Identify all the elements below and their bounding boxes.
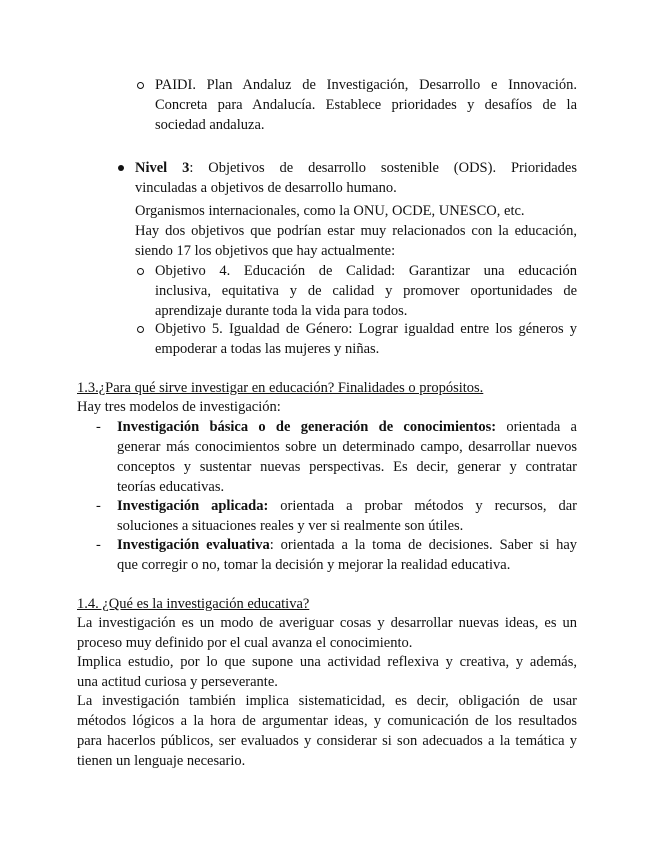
item1-bold: Investigación básica o de generación de conocimientos: <box>117 419 497 435</box>
item1-line-2: generar más conocimientos sobre un determinado campo, desarrollar nuevos <box>117 439 577 455</box>
p3-line-4: tienen un lenguaje necesario. <box>77 753 246 769</box>
item3-bold: Investigación evaluativa <box>117 537 270 553</box>
hay-dos-line-2: siendo 17 los objetivos que hay actualmente: <box>135 243 396 259</box>
item2-rest: orientada a probar métodos y recursos, dar <box>268 498 578 514</box>
obj4-line-1: Objetivo 4. Educación de Calidad: Garantizar una educación <box>155 263 577 279</box>
circle-bullet-icon <box>137 268 144 275</box>
paidi-line-1: PAIDI. Plan Andaluz de Investigación, Desarrollo e Innovación. <box>155 77 577 93</box>
p1-line-2: proceso muy definido por el cual avanza el conocimiento. <box>77 635 413 651</box>
p2-line-1: Implica estudio, por lo que supone una actividad reflexiva y creativa, y además, <box>77 654 577 670</box>
dash-bullet-icon: - <box>96 498 101 514</box>
obj4-line-3: aprendizaje durante toda la vida para todos. <box>155 303 408 319</box>
paidi-line-2: Concreta para Andalucía. Establece prioridades y desafíos de la <box>155 97 577 113</box>
p3-line-1: La investigación también implica sistematicidad, es decir, obligación de usar <box>77 693 577 709</box>
nivel3-line-2: vinculadas a objetivos de desarrollo humano. <box>135 180 397 196</box>
obj5-line-1: Objetivo 5. Igualdad de Género: Lograr igualdad entre los géneros y <box>155 321 577 337</box>
organismos-line: Organismos internacionales, como la ONU, OCDE, UNESCO, etc. <box>135 203 525 219</box>
disc-bullet-icon <box>118 165 124 171</box>
obj4-line-2: inclusiva, equitativa y de calidad y promover oportunidades de <box>155 283 577 299</box>
item1-line-3: conceptos y sustentar nuevas perspectivas. Es decir, generar y contratar <box>117 459 577 475</box>
p3-line-3: para hacerlos públicos, ser evaluados y considerar si son adecuados a la temática y <box>77 733 577 749</box>
item1-rest: orientada a <box>496 419 577 435</box>
circle-bullet-icon <box>137 326 144 333</box>
nivel3-text: : Objetivos de desarrollo sostenible (ODS). Prioridades <box>189 160 577 176</box>
hay-dos-line-1: Hay dos objetivos que podrían estar muy relacionados con la educación, <box>135 223 577 239</box>
section-1-3-heading: 1.3.¿Para qué sirve investigar en educación? Finalidades o propósitos. <box>77 380 484 396</box>
section-1-4-heading: 1.4. ¿Qué es la investigación educativa? <box>77 596 310 612</box>
item1-line-1 <box>117 417 577 437</box>
item3-line-2: que corregir o no, tomar la decisión y mejorar la realidad educativa. <box>117 557 511 573</box>
item3-rest: : orientada a la toma de decisiones. Saber si hay <box>269 537 578 553</box>
dash-bullet-icon: - <box>96 537 101 553</box>
dash-bullet-icon: - <box>96 419 101 435</box>
nivel3-line-1 <box>135 158 577 178</box>
p2-line-2: una actitud curiosa y perseverante. <box>77 674 278 690</box>
paidi-line-3: sociedad andaluza. <box>155 117 265 133</box>
p3-line-2: métodos lógicos a la hora de argumentar ideas, y comunicación de los resultados <box>77 713 577 729</box>
item2-line-1 <box>117 496 577 516</box>
item3-line-1 <box>117 535 577 555</box>
obj5-line-2: empoderar a todas las mujeres y niñas. <box>155 341 380 357</box>
nivel3-label: Nivel 3 <box>135 160 190 176</box>
section-1-3-intro: Hay tres modelos de investigación: <box>77 399 281 415</box>
item2-bold: Investigación aplicada: <box>117 498 269 514</box>
circle-bullet-icon <box>137 82 144 89</box>
item1-line-4: teorías educativas. <box>117 479 225 495</box>
p1-line-1: La investigación es un modo de averiguar cosas y desarrollar nuevas ideas, es un <box>77 615 577 631</box>
item2-line-2: soluciones a situaciones reales y ver si realmente son útiles. <box>117 518 464 534</box>
